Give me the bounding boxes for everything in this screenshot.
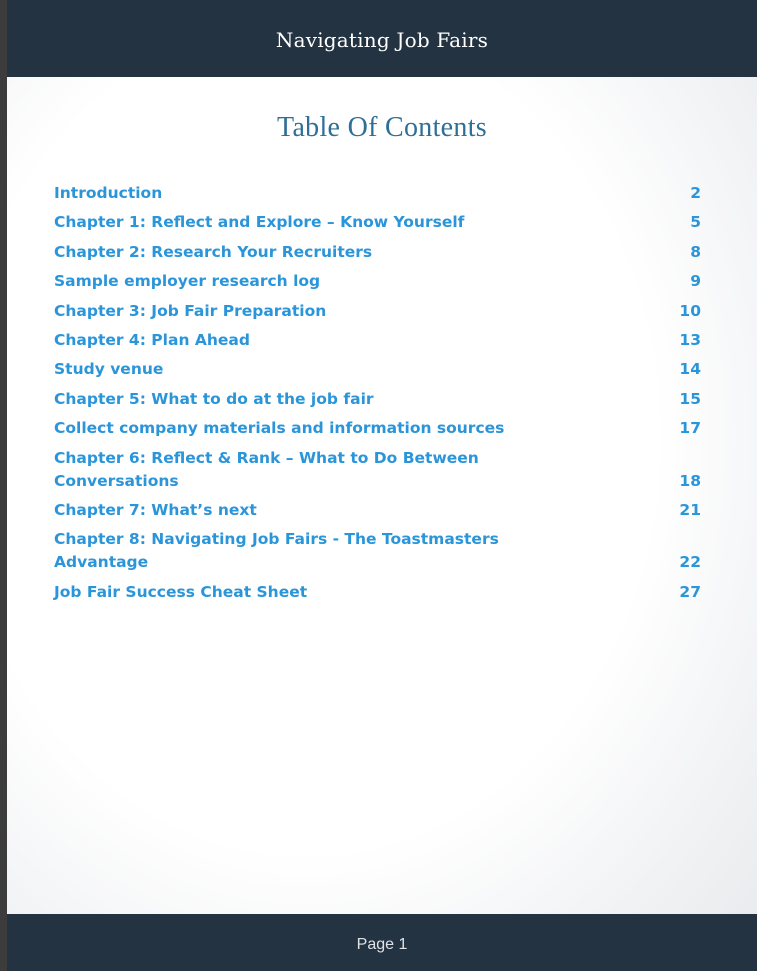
toc-entry-page: 15 <box>679 389 701 408</box>
page-number: Page 1 <box>356 935 408 953</box>
toc-entry-page: 27 <box>679 582 701 601</box>
toc-entry-label: Job Fair Success Cheat Sheet <box>54 582 308 601</box>
toc-entry-sample-research-log[interactable] <box>54 270 701 293</box>
document-page <box>7 0 757 971</box>
toc-entry-label: Collect company materials and information sources <box>54 419 505 438</box>
toc-entry-chapter-6[interactable] <box>54 447 701 493</box>
toc-entry-label: Chapter 1: Reflect and Explore – Know Yourself <box>54 213 465 232</box>
toc-entry-page: 8 <box>690 242 701 261</box>
toc-entry-chapter-2[interactable] <box>54 241 701 264</box>
toc-entry-page: 13 <box>679 330 701 349</box>
toc-entry-page: 9 <box>690 272 701 291</box>
toc-entry-label: Chapter 7: What’s next <box>54 500 257 519</box>
toc-entry-label: Study venue <box>54 360 164 379</box>
toc-entry-page: 5 <box>690 213 701 232</box>
toc-entry-label: Chapter 8: Navigating Job Fairs - The Toastmasters Advantage <box>54 530 499 572</box>
toc-entry-chapter-8[interactable] <box>54 528 701 574</box>
toc-entry-page: 18 <box>679 471 701 490</box>
toc-entry-collect-materials[interactable] <box>54 417 701 440</box>
toc-entry-page: 2 <box>690 184 701 202</box>
toc-entry-chapter-5[interactable] <box>54 388 701 411</box>
toc-entry-page: 17 <box>679 419 701 438</box>
toc-entry-page: 21 <box>679 500 701 519</box>
toc-entry-chapter-7[interactable] <box>54 499 701 522</box>
page-header <box>7 0 757 77</box>
toc-entry-label: Chapter 4: Plan Ahead <box>54 330 250 349</box>
toc-entry-page: 10 <box>679 301 701 320</box>
toc-entry-label: Chapter 5: What to do at the job fair <box>54 389 374 408</box>
toc-entry-page: 22 <box>679 553 701 572</box>
page-footer <box>7 914 757 971</box>
toc-entry-study-venue[interactable] <box>54 358 701 381</box>
toc-entry-label: Sample employer research log <box>54 272 321 291</box>
document-title: Navigating Job Fairs <box>275 27 489 52</box>
toc-entry-page: 14 <box>679 360 701 379</box>
toc-entry-label: Chapter 6: Reflect & Rank – What to Do Between Conversations <box>54 448 479 490</box>
toc-entry-cheat-sheet[interactable] <box>54 581 701 604</box>
toc-entry-chapter-3[interactable] <box>54 300 701 323</box>
toc-list <box>54 182 701 610</box>
toc-entry-introduction[interactable] <box>54 182 701 205</box>
toc-entry-label: Introduction <box>54 184 163 202</box>
toc-heading: Table Of Contents <box>277 112 487 143</box>
toc-entry-chapter-4[interactable] <box>54 329 701 352</box>
toc-entry-label: Chapter 3: Job Fair Preparation <box>54 301 327 320</box>
toc-entry-label: Chapter 2: Research Your Recruiters <box>54 242 373 261</box>
toc-entry-chapter-1[interactable] <box>54 211 701 234</box>
